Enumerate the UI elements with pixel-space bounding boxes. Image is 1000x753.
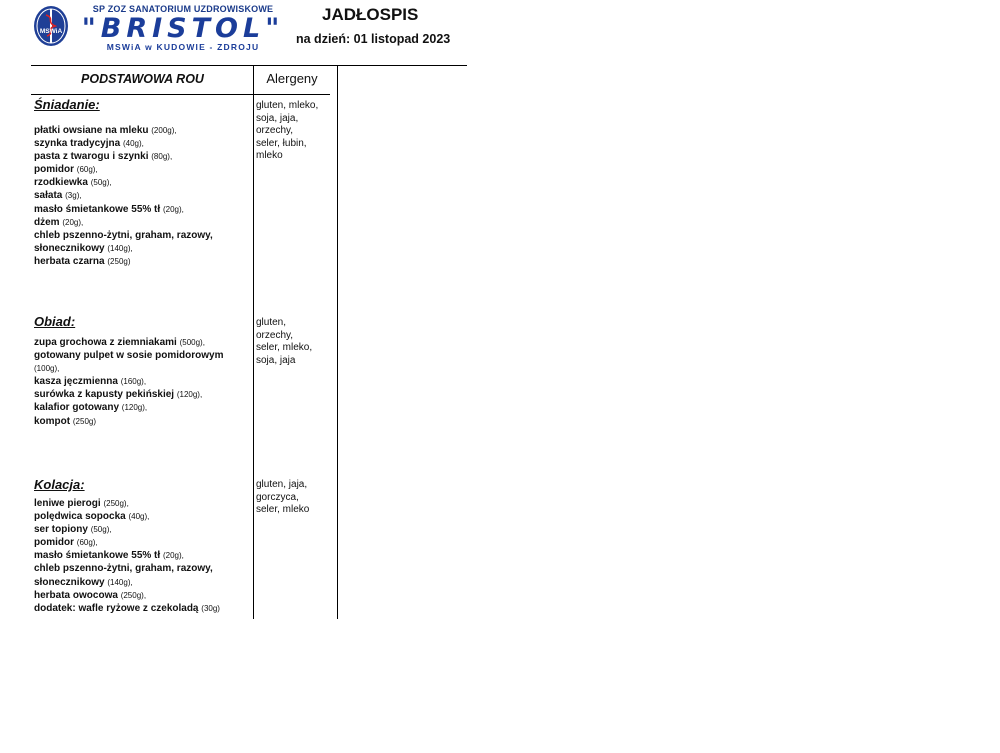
menu-item: surówka z kapusty pekińskiej (120g), (34, 389, 203, 401)
menu-item: pomidor (60g), (34, 164, 98, 176)
allergen-column-right-border (337, 66, 338, 619)
menu-item: sałata (3g), (34, 190, 82, 202)
menu-title: JADŁOSPIS (322, 5, 419, 24)
allergen-line: seler, łubin, (256, 137, 307, 149)
menu-date: na dzień: 01 listopad 2023 (296, 32, 451, 46)
allergen-line: gorczyca, (256, 491, 299, 503)
menu-item: masło śmietankowe 55% tł (20g), (34, 203, 184, 215)
menu-item: chleb pszenno-żytni, graham, razowy, (34, 563, 213, 575)
menu-item: płatki owsiane na mleku (200g), (34, 125, 177, 136)
allergen-line: mleko (256, 150, 283, 162)
dinner-items (34, 497, 254, 615)
allergen-line: gluten, jaja, (256, 479, 308, 490)
lunch-allergens (256, 317, 332, 367)
breakfast-allergens (256, 100, 332, 163)
menu-item: dżem (20g), (34, 216, 84, 228)
allergen-line: orzechy, (256, 125, 294, 137)
section-title-dinner: Kolacja: (34, 477, 85, 492)
menu-item: dodatek: wafle ryżowe z czekoladą (30g) (34, 602, 220, 614)
allergen-line: seler, mleko, (256, 342, 313, 354)
org-name: "BRISTOL" (81, 13, 285, 44)
header-bottom-border (31, 94, 330, 95)
menu-item: słonecznikowy (140g), (34, 576, 133, 588)
section-title-breakfast: Śniadanie: (34, 97, 100, 112)
menu-item: herbata czarna (250g) (34, 255, 131, 267)
menu-item: zupa grochowa z ziemniakami (500g), (34, 337, 205, 348)
menu-item: pasta z twarogu i szynki (80g), (34, 151, 173, 163)
menu-item: (100g), (34, 364, 60, 374)
sanatorium-logo (33, 5, 69, 47)
menu-item: leniwe pierogi (250g), (34, 498, 129, 509)
menu-item: chleb pszenno-żytni, graham, razowy, (34, 229, 213, 241)
org-subtitle: SP ZOZ SANATORIUM UZDROWISKOWE (92, 4, 274, 14)
menu-item: herbata owocowa (250g), (34, 589, 147, 601)
allergen-line: gluten, (256, 317, 287, 328)
menu-item: polędwica sopocka (40g), (34, 511, 150, 523)
menu-item: rzodkiewka (50g), (34, 177, 112, 189)
org-place: MSWiA w KUDOWIE - ZDROJU (106, 42, 260, 52)
allergen-line: seler, mleko (256, 504, 310, 516)
allergen-line: gluten, mleko, (256, 100, 319, 111)
column-header-menu: PODSTAWOWA ROU (81, 72, 204, 86)
menu-item: kalafior gotowany (120g), (34, 402, 148, 414)
menu-item: słonecznikowy (140g), (34, 242, 133, 254)
menu-item: szynka tradycyjna (40g), (34, 138, 144, 150)
section-title-lunch: Obiad: (34, 314, 76, 329)
menu-item: kasza jęczmienna (160g), (34, 376, 147, 388)
dinner-allergens (256, 479, 332, 517)
organization-block (80, 4, 286, 52)
menu-item: pomidor (60g), (34, 537, 98, 549)
allergen-line: soja, jaja (256, 354, 296, 366)
menu-item: kompot (250g) (34, 415, 97, 427)
lunch-items (34, 336, 254, 428)
menu-item: gotowany pulpet w sosie pomidorowym (34, 350, 224, 362)
column-header-allergens: Alergeny (266, 71, 318, 86)
table-top-border (31, 65, 467, 66)
breakfast-items (34, 124, 254, 268)
menu-item: masło śmietankowe 55% tł (20g), (34, 550, 184, 562)
allergen-line: orzechy, (256, 329, 294, 341)
menu-item: ser topiony (50g), (34, 524, 112, 536)
allergen-line: soja, jaja, (256, 112, 299, 124)
logo-text: MSWiA (39, 28, 63, 35)
